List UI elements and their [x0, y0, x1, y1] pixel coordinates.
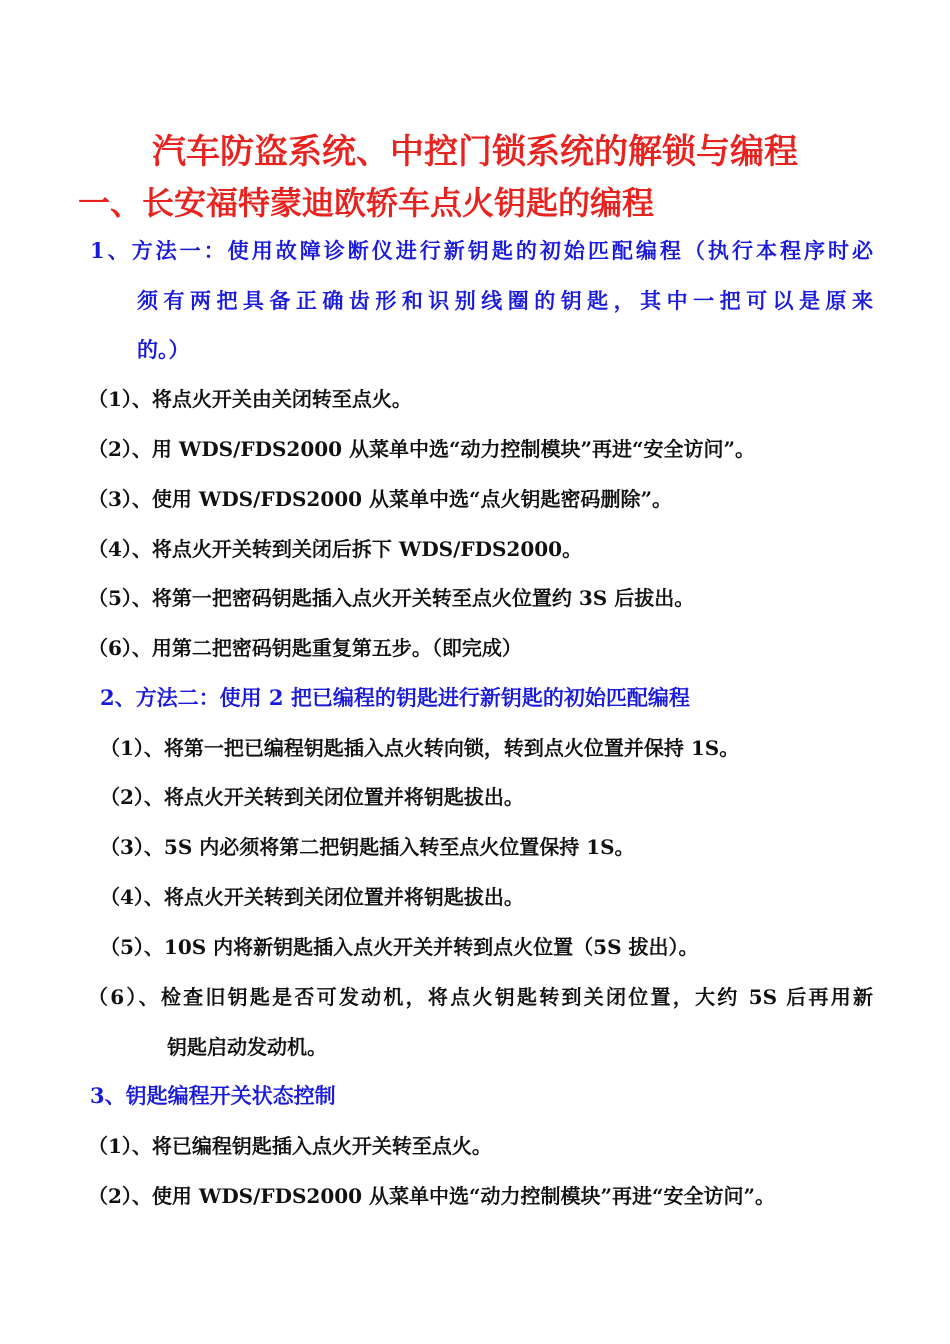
section-2-step: （1）、将第一把已编程钥匙插入点火转向锁，转到点火位置并保持 1S。 [100, 736, 740, 760]
section-2-step-6-line-1: （6）、检查旧钥匙是否可发动机，将点火钥匙转到关闭位置，大约 5S 后再用新 [88, 985, 873, 1009]
section-1-heading-line-1: 1、方法一：使用故障诊断仪进行新钥匙的初始匹配编程（执行本程序时必 [90, 238, 873, 263]
section-1-step: （2）、用 WDS/FDS2000 从菜单中选“动力控制模块”再进“安全访问”。 [88, 437, 756, 461]
section-1-step: （5）、将第一把密码钥匙插入点火开关转至点火位置约 3S 后拔出。 [88, 586, 695, 610]
document-title: 汽车防盗系统、中控门锁系统的解锁与编程 [152, 132, 798, 172]
section-2-step: （4）、将点火开关转到关闭位置并将钥匙拔出。 [100, 885, 524, 909]
section-2-heading: 2、方法二：使用 2 把已编程的钥匙进行新钥匙的初始匹配编程 [100, 685, 690, 710]
section-1-step: （6）、用第二把密码钥匙重复第五步。（即完成） [88, 636, 522, 660]
section-2-step-6-line-2: 钥匙启动发动机。 [167, 1035, 327, 1059]
section-1-heading-line-2: 须有两把具备正确齿形和识别线圈的钥匙，其中一把可以是原来 [137, 288, 873, 313]
section-1-step: （1）、将点火开关由关闭转至点火。 [88, 387, 412, 411]
section-2-step: （3）、5S 内必须将第二把钥匙插入转至点火位置保持 1S。 [100, 835, 635, 859]
section-2-step: （2）、将点火开关转到关闭位置并将钥匙拔出。 [100, 785, 524, 809]
section-3-step: （2）、使用 WDS/FDS2000 从菜单中选“动力控制模块”再进“安全访问”。 [88, 1184, 776, 1208]
section-3-step: （1）、将已编程钥匙插入点火开关转至点火。 [88, 1134, 492, 1158]
section-2-step: （5）、10S 内将新钥匙插入点火开关并转到点火位置（5S 拔出）。 [100, 935, 699, 959]
section-1-step: （3）、使用 WDS/FDS2000 从菜单中选“点火钥匙密码删除”。 [88, 487, 673, 511]
section-1-step: （4）、将点火开关转到关闭后拆下 WDS/FDS2000。 [88, 537, 583, 561]
section-1-heading-line-3: 的。） [137, 337, 190, 362]
chapter-heading: 一、长安福特蒙迪欧轿车点火钥匙的编程 [78, 184, 655, 222]
section-3-heading: 3、钥匙编程开关状态控制 [90, 1083, 336, 1108]
